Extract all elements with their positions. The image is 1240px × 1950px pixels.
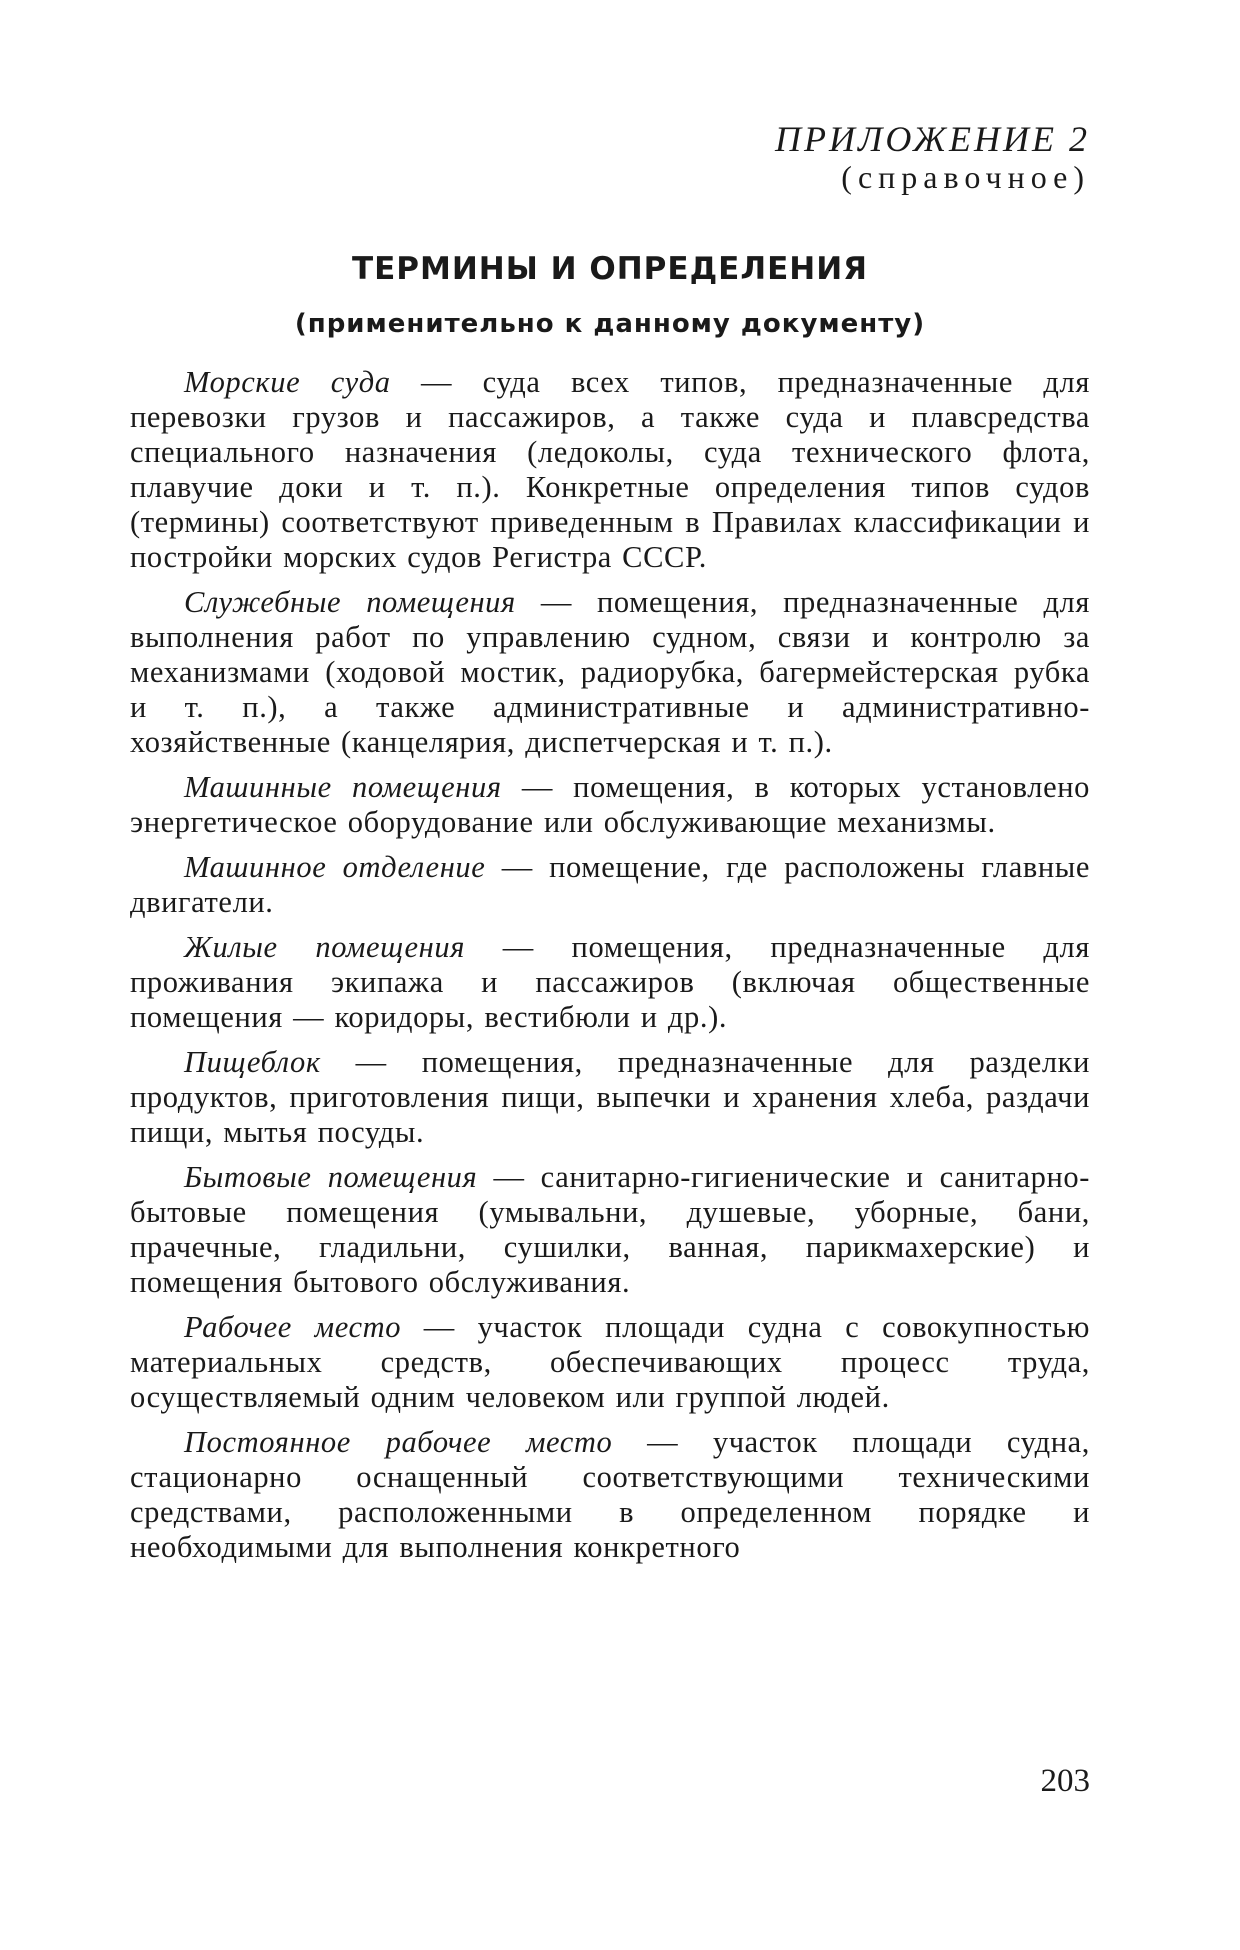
page-number: 203	[1040, 1763, 1090, 1799]
definition-text: — помещения, предназначенные для проживания экипажа и пассажиров (включая общественные помещения — коридоры, вестибюли и др.).	[130, 929, 1090, 1034]
definition-term: Жилые помещения	[184, 929, 466, 964]
definitions-list	[130, 365, 1090, 1565]
definition-text: — санитарно-гигиенические и санитарно-бытовые помещения (умывальни, душевые, уборные, бани, прачечные, гладильни, сушилки, ванная, парикмахерские) и помещения бытового обслуживания.	[130, 1159, 1090, 1299]
definition-item	[130, 365, 1090, 575]
definition-text: — помещения, предназначенные для выполнения работ по управлению судном, связи и контролю за механизмами (ходовой мостик, радиорубка, багермейстерская рубка и т. п.), а также административные и административно-хозяйственные (канцелярия, диспетчерская и т. п.).	[130, 584, 1091, 759]
definition-text: — участок площади судна с совокупностью материальных средств, обеспечивающих процесс труда, осуществляемый одним человеком или группой людей.	[130, 1309, 1090, 1414]
definition-text: — помещение, где расположены главные двигатели.	[130, 849, 1091, 919]
definition-item	[130, 770, 1090, 840]
definition-text: — помещения, в которых установлено энергетическое оборудование или обслуживающие механизмы.	[130, 769, 1090, 839]
definition-term: Бытовые помещения	[184, 1159, 478, 1194]
definition-term: Постоянное рабочее место	[184, 1424, 613, 1459]
definition-text: — суда всех типов, предназначенные для перевозки грузов и пассажиров, а также суда и плавсредства специального назначения (ледоколы, суда технического флота, плавучие доки и т. п.). Конкретные определения типов судов (термины) соответствуют приведенным в Правилах классификации и постройки морских судов Регистра СССР.	[130, 364, 1090, 574]
definition-item	[130, 1045, 1090, 1150]
definition-text: — участок площади судна, стационарно оснащенный соответствующими техническими средствами, расположенными в определенном порядке и необходимыми для выполнения конкретного	[130, 1424, 1090, 1564]
definition-item	[130, 1425, 1090, 1565]
definition-term: Морские суда	[184, 364, 391, 399]
definition-term: Машинное отделение	[184, 849, 486, 884]
page-title: ТЕРМИНЫ И ОПРЕДЕЛЕНИЯ	[351, 250, 869, 287]
definition-term: Рабочее место	[184, 1309, 402, 1344]
definition-term: Пищеблок	[184, 1044, 321, 1079]
definition-item	[130, 850, 1090, 920]
appendix-note: (справочное)	[841, 158, 1090, 195]
definition-term: Служебные помещения	[184, 584, 516, 619]
definition-item	[130, 1310, 1090, 1415]
definition-text: — помещения, предназначенные для разделки продуктов, приготовления пищи, выпечки и хранения хлеба, раздачи пищи, мытья посуды.	[130, 1044, 1090, 1149]
definition-item	[130, 585, 1090, 760]
document-page	[130, 119, 1091, 1799]
definition-item	[130, 1160, 1090, 1300]
definition-term: Машинные помещения	[184, 769, 502, 804]
page-subtitle: (применительно к данному документу)	[294, 308, 926, 339]
appendix-label: ПРИЛОЖЕНИЕ 2	[775, 119, 1090, 159]
definition-item	[130, 930, 1090, 1035]
